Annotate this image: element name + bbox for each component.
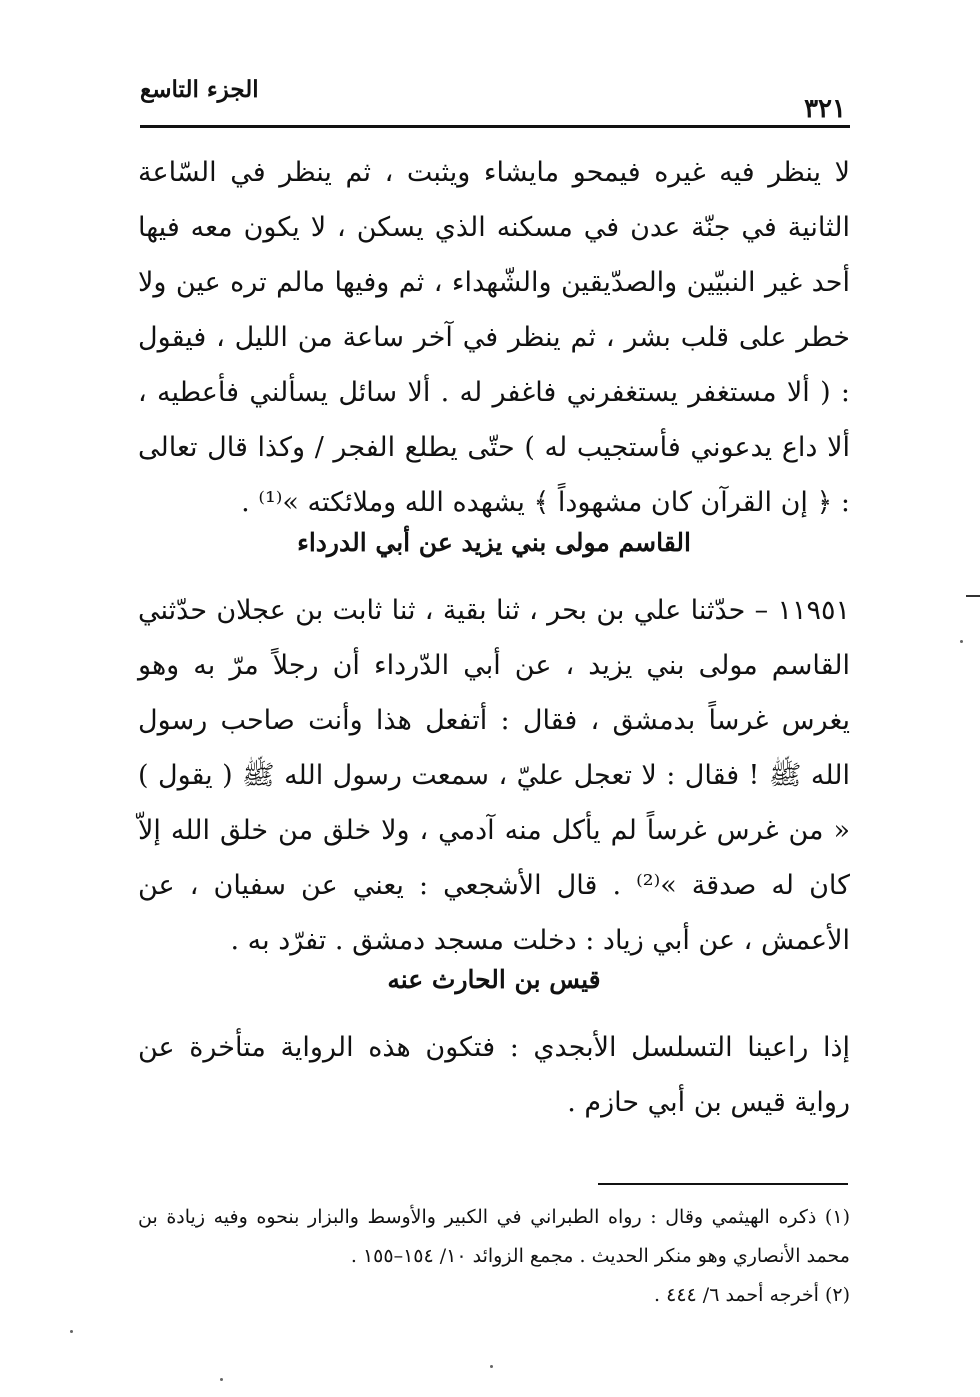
scan-speck	[70, 1330, 73, 1333]
running-title: الجزء التاسع	[140, 76, 259, 103]
page-header	[140, 70, 850, 128]
scan-speck	[960, 640, 963, 643]
footnote-1: (١) ذكره الهيثمي وقال : رواه الطبراني في الكبير والأوسط والبزار بنحوه وفيه زيادة بن محمد الأنصاري وهو منكر الحديث . مجمع الزوائد ١٠/ ١٥٤–١٥٥ .	[138, 1206, 850, 1267]
footnotes	[138, 1198, 850, 1315]
margin-tick-mark	[966, 595, 980, 597]
page-number: ٣٢١	[804, 94, 846, 124]
paragraph-hadith-11951: ١١٩٥١ – حدّثنا علي بن بحر ، ثنا بقية ، ثنا ثابت بن عجلان حدّثني القاسم مولى بني يزيد ، عن أبي الدّرداء أن رجلاً مرّ به وهو يغرس غرساً بدمشق ، فقال : أتفعل هذا وأنت صاحب رسول الله ﷺ ! فقال : لا تعجل عليّ ، سمعت رسول الله ﷺ ( يقول ) « من غرس غرساً لم يأكل منه آدمي ، ولا خلق من خلق الله إلاّ كان له صدقة »⁽²⁾ . قال الأشجعي : يعني عن سفيان ، عن الأعمش ، عن أبي زياد : دخلت مسجد دمشق . تفرّد به .	[138, 595, 850, 956]
section-heading-qasim: القاسم مولى بني يزيد عن أبي الدرداء	[297, 528, 691, 557]
footnote-divider	[598, 1183, 848, 1185]
paragraph-editor-note: إذا راعينا التسلسل الأبجدي : فتكون هذه الرواية متأخرة عن رواية قيس بن أبي حازم .	[138, 1032, 850, 1118]
scan-speck	[220, 1378, 223, 1381]
scan-speck	[490, 1365, 493, 1368]
section-heading-qays: قيس بن الحارث عنه	[387, 965, 601, 994]
paragraph-hadith-continuation: لا ينظر فيه غيره فيمحو مايشاء ويثبت ، ثم ينظر في السّاعة الثانية في جنّة عدن في مسكنه الذي يسكن ، لا يكون معه فيها أحد غير النبيّين والصدّيقين والشّهداء ، ثم وفيها مالم تره عين ولا خطر على قلب بشر ، ثم ينظر في آخر ساعة من الليل ، فيقول : ( ألا مستغفر يستغفرني فاغفر له . ألا سائل يسألني فأعطيه ، ألا داع يدعوني فأستجيب له ) حتّى يطلع الفجر / وكذا قال تعالى : ﴿ إن القرآن كان مشهوداً ﴾ يشهده الله وملائكته »⁽¹⁾ .	[138, 157, 850, 518]
footnote-2: (٢) أخرجه أحمد ٦/ ٤٤٤ .	[654, 1284, 850, 1306]
header-divider	[140, 125, 850, 128]
